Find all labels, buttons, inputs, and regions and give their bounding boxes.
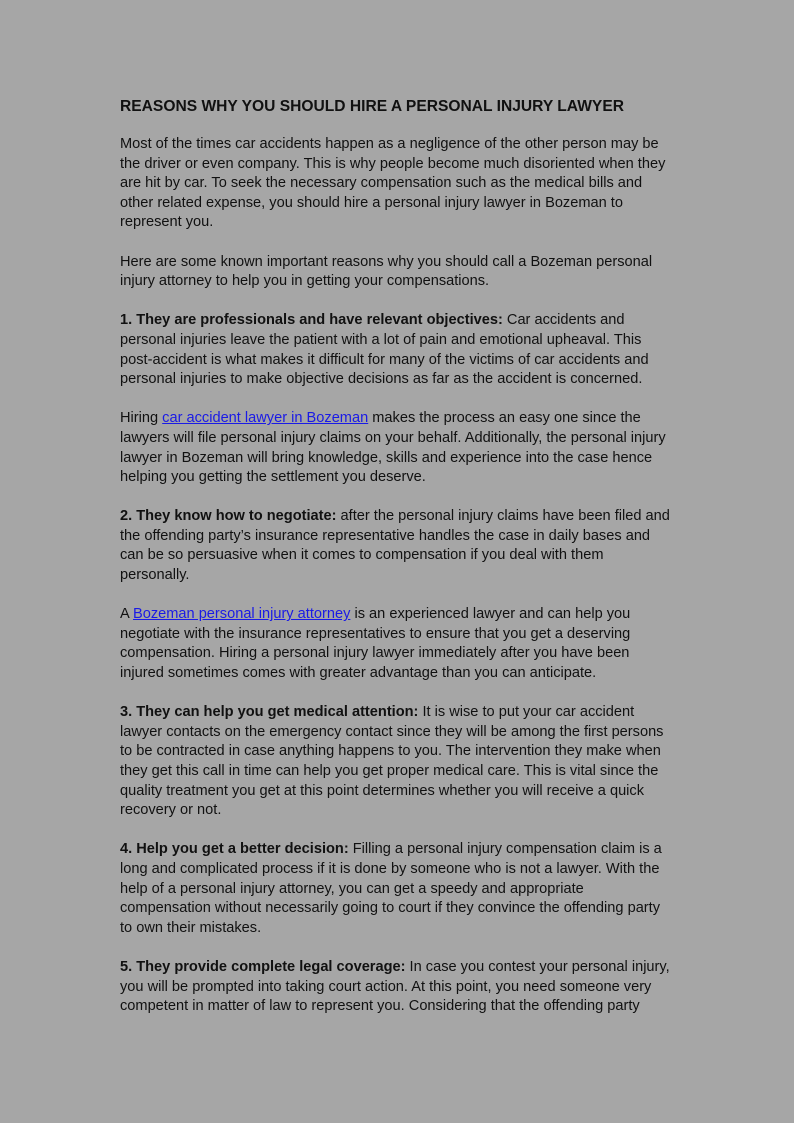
reason-2-text: after the personal injury claims have been filed and the offending party’s insurance representative handles the case in daily bases and can be so persuasive when it comes to compensation if you deal with them personally. bbox=[120, 508, 670, 584]
reason-1-heading: 1. They are professionals and have relevant objectives: bbox=[120, 312, 503, 329]
attorney-text-after: is an experienced lawyer and can help you negotiate with the insurance representatives to ensure that you get a deserving compensation. Hiring a personal injury lawyer immediately after you have been injured sometimes comes with greater advantage than you can anticipate. bbox=[120, 606, 631, 682]
reason-1-paragraph bbox=[120, 311, 676, 389]
car-accident-lawyer-link[interactable]: car accident lawyer in Bozeman bbox=[162, 410, 369, 427]
reason-4-text: Filling a personal injury compensation claim is a long and complicated process if it is done by someone who is not a lawyer. With the help of a personal injury attorney, you can get a speedy and appropriate compensation without necessarily going to court if they convince the offending party to own their mistakes. bbox=[120, 841, 662, 936]
document-title: REASONS WHY YOU SHOULD HIRE A PERSONAL INJURY LAWYER bbox=[120, 98, 624, 115]
intro-paragraph: Most of the times car accidents happen as a negligence of the other person may be the driver or even company. This is why people become much disoriented when they are hit by car. To seek the necessary compensation such as the medical bills and other related expense, you should hire a personal injury lawyer in Bozeman to represent you. bbox=[120, 136, 666, 231]
reason-2-heading: 2. They know how to negotiate: bbox=[120, 508, 337, 525]
reason-3-heading: 3. They can help you get medical attention: bbox=[120, 704, 419, 721]
intro-paragraph-2: Here are some known important reasons why you should call a Bozeman personal injury attorney to help you in getting your compensations. bbox=[120, 253, 653, 290]
hiring-text-after: makes the process an easy one since the lawyers will file personal injury claims on your behalf. Additionally, the personal injury lawyer in Bozeman will bring knowledge, skills and experience into the case hence helping you getting the settlement you deserve. bbox=[120, 410, 666, 486]
document-body bbox=[120, 95, 676, 1036]
reason-4-paragraph bbox=[120, 840, 676, 938]
reason-5-heading: 5. They provide complete legal coverage: bbox=[120, 958, 406, 975]
reason-3-text: It is wise to put your car accident lawyer contacts on the emergency contact since they will be among the first persons to be contracted in case anything happens to you. The intervention they make when they get this call in time can help you get proper medical care. This is vital since the quality treatment you get at this point determines whether you will receive a quick recovery or not. bbox=[120, 704, 664, 819]
reason-5-paragraph bbox=[120, 958, 676, 1017]
reason-4-heading: 4. Help you get a better decision: bbox=[120, 841, 349, 858]
reason-3-paragraph bbox=[120, 703, 676, 821]
hiring-text-before: Hiring bbox=[120, 410, 163, 427]
reason-5-text: In case you contest your personal injury, you will be prompted into taking court action. At this point, you need someone very competent in matter of law to represent you. Considering that the offending party bbox=[120, 958, 670, 1015]
reason-1-text: Car accidents and personal injuries leave the patient with a lot of pain and emotional upheaval. This post-accident is what makes it difficult for many of the victims of car accidents and personal injuries to make objective decisions as far as the accident is concerned. bbox=[120, 312, 649, 388]
personal-injury-attorney-link[interactable]: Bozeman personal injury attorney bbox=[132, 606, 351, 623]
attorney-paragraph bbox=[120, 605, 676, 683]
reason-2-paragraph bbox=[120, 507, 676, 585]
hiring-paragraph bbox=[120, 409, 676, 487]
attorney-text-before: A bbox=[120, 606, 133, 623]
